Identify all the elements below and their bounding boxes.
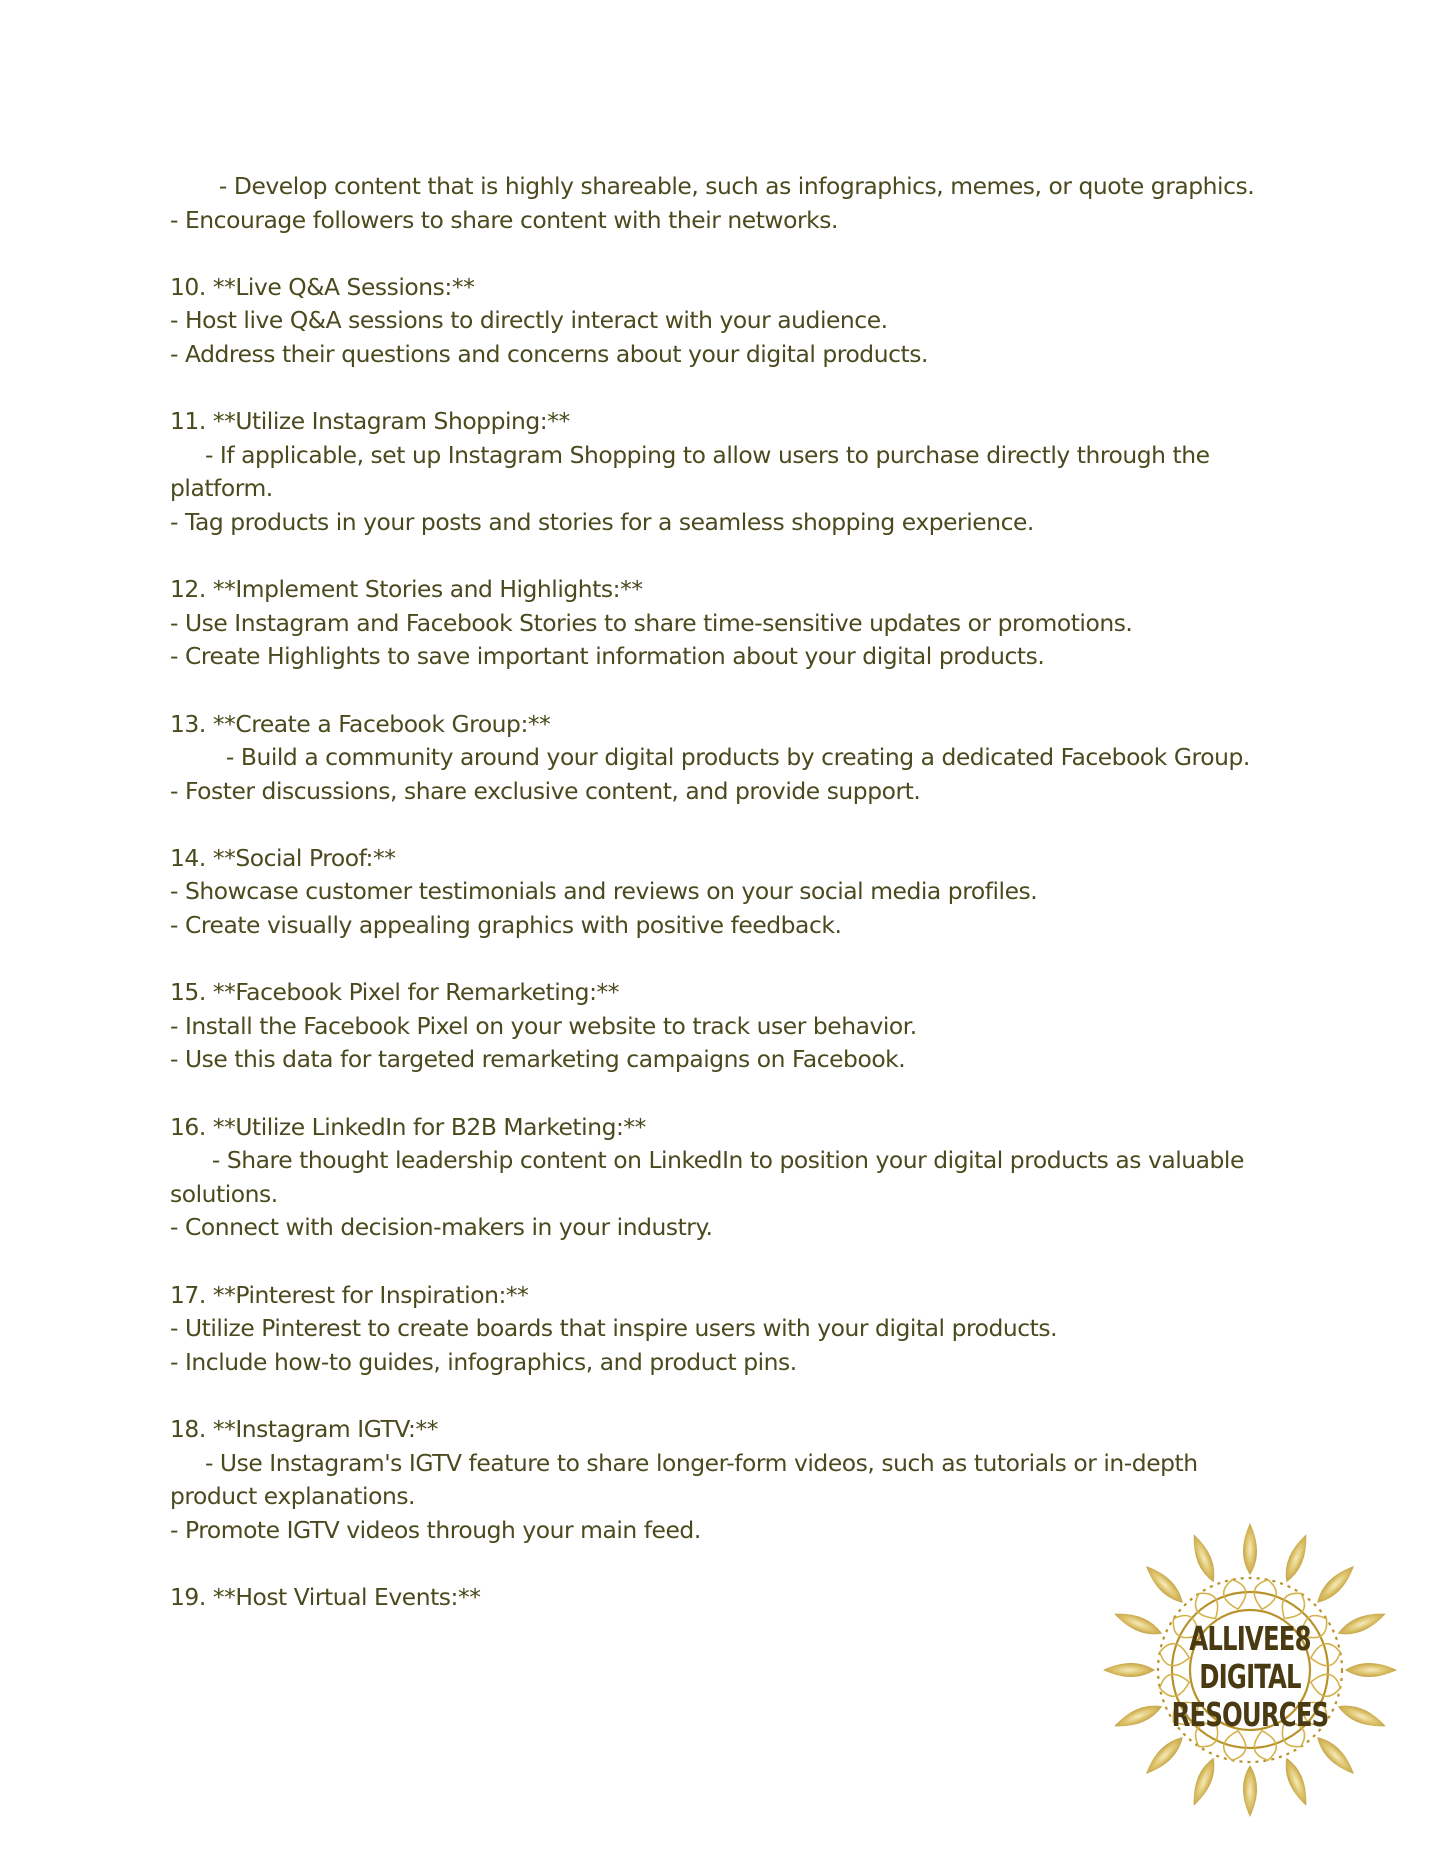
brand-logo — [1100, 1520, 1400, 1820]
blank-line — [170, 372, 1260, 406]
text-line: - Foster discussions, share exclusive content, and provide support. — [170, 776, 921, 805]
text-line: - Promote IGTV videos through your main feed. — [170, 1515, 701, 1544]
text-line: - Connect with decision-makers in your industry. — [170, 1213, 713, 1242]
mandala-petal — [1141, 1732, 1188, 1779]
logo-line-2: DIGITAL — [1199, 1657, 1301, 1696]
text-line: product explanations. — [170, 1482, 416, 1511]
text-line: - Use Instagram's IGTV feature to share longer-form videos, such as tutorials or in-depth — [170, 1448, 1198, 1477]
text-line: 11. **Utilize Instagram Shopping:** — [170, 407, 570, 436]
mandala-petal — [1141, 1561, 1188, 1608]
document-body — [170, 170, 1260, 1615]
blank-line — [170, 540, 1260, 574]
text-line: 16. **Utilize LinkedIn for B2B Marketing:** — [170, 1112, 646, 1141]
blank-line — [170, 943, 1260, 977]
text-line: - Install the Facebook Pixel on your website to track user behavior. — [170, 1011, 917, 1040]
text-line: - Encourage followers to share content with their networks. — [170, 205, 838, 234]
text-line: - Address their questions and concerns about your digital products. — [170, 339, 928, 368]
mandala-petal — [1243, 1765, 1257, 1817]
text-line: - Showcase customer testimonials and reviews on your social media profiles. — [170, 877, 1038, 906]
blank-line — [170, 237, 1260, 271]
blank-line — [170, 674, 1260, 708]
blank-line — [170, 1547, 1260, 1581]
text-line: 15. **Facebook Pixel for Remarketing:** — [170, 978, 619, 1007]
text-line: - Share thought leadership content on LinkedIn to position your digital products as valuable — [170, 1146, 1244, 1175]
logo-line-1: ALLIVEE8 — [1189, 1619, 1311, 1658]
text-line: - Create Highlights to save important information about your digital products. — [170, 642, 1045, 671]
text-line: 17. **Pinterest for Inspiration:** — [170, 1280, 529, 1309]
text-line: - Include how-to guides, infographics, and product pins. — [170, 1347, 797, 1376]
text-line: 12. **Implement Stories and Highlights:** — [170, 575, 643, 604]
blank-line — [170, 1077, 1260, 1111]
text-line: 19. **Host Virtual Events:** — [170, 1582, 481, 1611]
blank-line — [170, 1379, 1260, 1413]
mandala-petal — [1280, 1755, 1313, 1808]
mandala-petal — [1280, 1532, 1313, 1585]
text-line: - Use this data for targeted remarketing campaigns on Facebook. — [170, 1045, 906, 1074]
mandala-petal — [1312, 1561, 1359, 1608]
text-line: - Build a community around your digital products by creating a dedicated Facebook Group. — [170, 743, 1250, 772]
text-line: - Develop content that is highly shareable, such as infographics, memes, or quote graphics. — [170, 172, 1255, 200]
text-line: 14. **Social Proof:** — [170, 843, 396, 872]
text-line: - Utilize Pinterest to create boards that inspire users with your digital products. — [170, 1314, 1058, 1343]
logo-text — [1127, 1620, 1373, 1734]
mandala-petal — [1187, 1532, 1220, 1585]
blank-line — [170, 1245, 1260, 1279]
blank-line — [170, 808, 1260, 842]
text-line: 10. **Live Q&A Sessions:** — [170, 272, 475, 301]
mandala-petal — [1312, 1732, 1359, 1779]
text-line: platform. — [170, 474, 273, 503]
text-line: - If applicable, set up Instagram Shopping to allow users to purchase directly through the — [170, 440, 1210, 469]
text-line: solutions. — [170, 1179, 278, 1208]
mandala-petal — [1243, 1523, 1257, 1575]
text-line: 18. **Instagram IGTV:** — [170, 1414, 438, 1443]
text-line: 13. **Create a Facebook Group:** — [170, 709, 551, 738]
logo-line-3: RESOURCES — [1171, 1695, 1329, 1734]
text-line: - Tag products in your posts and stories for a seamless shopping experience. — [170, 507, 1034, 536]
text-line: - Create visually appealing graphics with positive feedback. — [170, 911, 842, 940]
mandala-petal — [1187, 1755, 1220, 1808]
text-line: - Use Instagram and Facebook Stories to share time-sensitive updates or promotions. — [170, 608, 1133, 637]
text-line: - Host live Q&A sessions to directly interact with your audience. — [170, 306, 888, 335]
